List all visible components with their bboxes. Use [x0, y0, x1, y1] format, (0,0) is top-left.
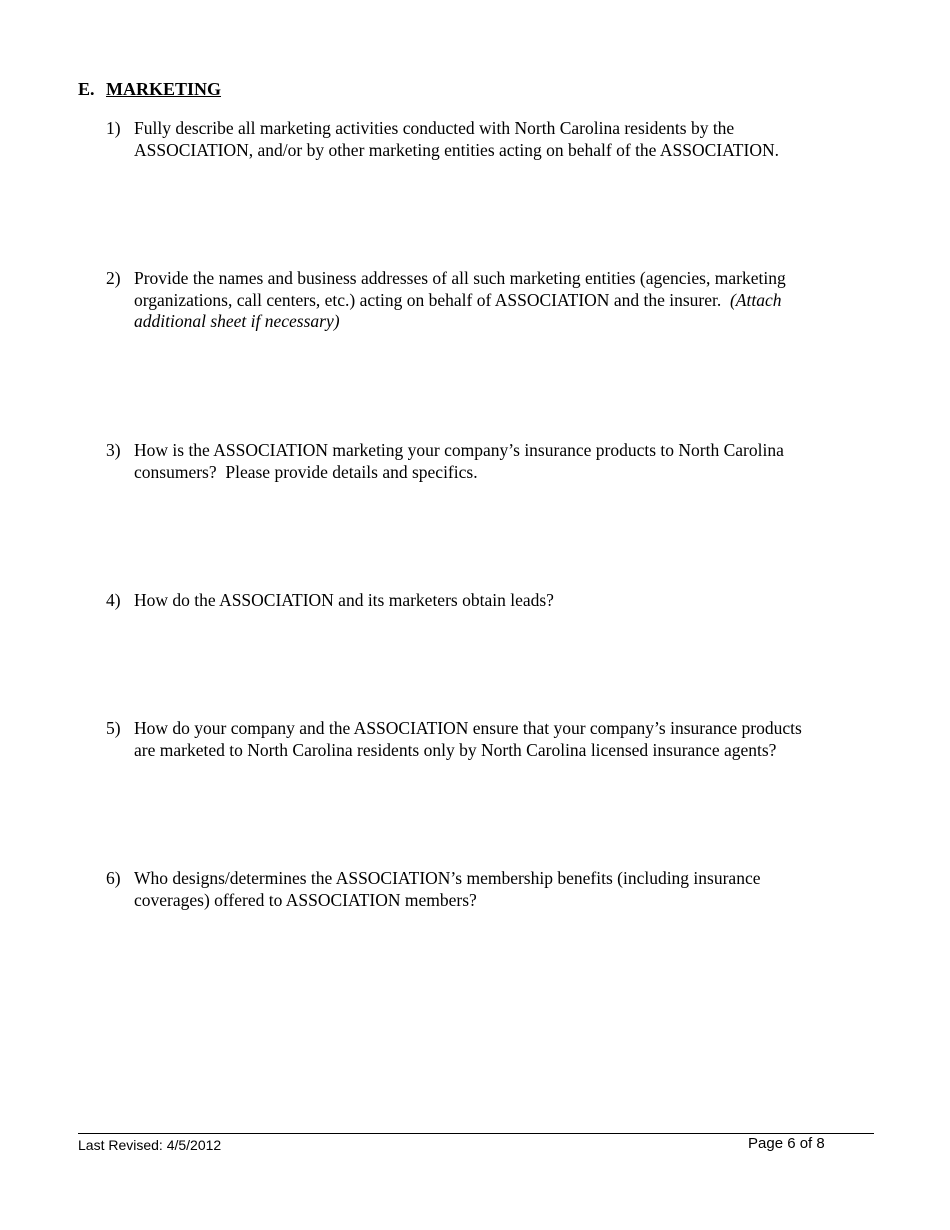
question-line: Provide the names and business addresses of all such marketing entities (agencies, marketing [134, 268, 786, 288]
question-line: consumers? Please provide details and specifics. [134, 461, 478, 482]
footer-divider [78, 1133, 874, 1134]
question-line: coverages) offered to ASSOCIATION members? [134, 889, 477, 910]
question-line-text: organizations, call centers, etc.) acting on behalf of ASSOCIATION and the insurer. [134, 289, 722, 310]
question-number: 5) [106, 718, 121, 738]
footer-last-revised: Last Revised: 4/5/2012 [78, 1137, 222, 1153]
question-number: 1) [106, 118, 121, 138]
question-line: ASSOCIATION, and/or by other marketing entities acting on behalf of the ASSOCIATION. [134, 139, 779, 160]
section-title: MARKETING [106, 79, 222, 99]
question-number: 3) [106, 440, 121, 460]
attach-note-continued: additional sheet if necessary) [134, 311, 340, 331]
attach-note: (Attach [729, 289, 782, 310]
question-5 [106, 718, 846, 761]
question-3 [106, 440, 846, 483]
question-line: Who designs/determines the ASSOCIATION’s membership benefits (including insurance [134, 868, 761, 888]
question-text [134, 440, 846, 483]
question-text [134, 718, 846, 761]
footer-page-number: Page 6 of 8 [748, 1135, 825, 1152]
question-1 [106, 118, 846, 161]
question-number: 6) [106, 868, 121, 888]
question-line: How do your company and the ASSOCIATION ensure that your company’s insurance products [134, 718, 802, 738]
question-text [134, 590, 846, 612]
question-text [134, 868, 846, 911]
question-line: are marketed to North Carolina residents only by North Carolina licensed insurance agents? [134, 739, 777, 760]
question-number: 4) [106, 590, 121, 610]
question-6 [106, 868, 846, 911]
question-2 [106, 268, 846, 333]
question-4 [106, 590, 846, 612]
section-heading [78, 78, 221, 100]
question-text [134, 268, 846, 333]
question-line: How is the ASSOCIATION marketing your company’s insurance products to North Carolina [134, 440, 784, 460]
question-text [134, 118, 846, 161]
section-letter: E. [78, 79, 95, 99]
question-number: 2) [106, 268, 121, 288]
question-line: Fully describe all marketing activities conducted with North Carolina residents by the [134, 118, 735, 138]
question-line: How do the ASSOCIATION and its marketers obtain leads? [134, 590, 554, 610]
question-line [134, 290, 846, 312]
